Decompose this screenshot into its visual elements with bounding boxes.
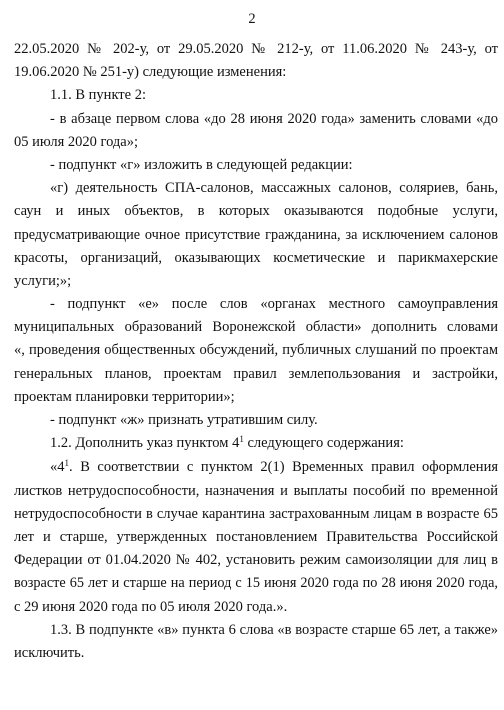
text-line: возрасте 65 лет и старше на период с 15 июня 2020 года по 28 июня 2020 года, <box>14 575 498 592</box>
text-line: 1.1. В пункте 2: <box>50 87 146 104</box>
text-line: - подпункт «е» после слов «органах местного самоуправления <box>50 296 498 313</box>
text-line: с 29 июня 2020 года по 05 июля 2020 года.». <box>14 598 288 615</box>
text-line: 05 июля 2020 года»; <box>14 133 139 150</box>
text-line: лет и старше, утвержденных постановлением Правительства Российской <box>14 528 498 545</box>
superscript: 1 <box>64 458 69 469</box>
text-fragment: «4 <box>50 459 65 476</box>
text-line: - в абзаце первом слова «до 28 июня 2020 года» заменить словами «до <box>50 110 498 127</box>
text-line: «, проведения общественных обсуждений, публичных слушаний по проектам <box>14 342 498 359</box>
text-line: услуги;»; <box>14 272 72 289</box>
text-fragment: следующего содержания: <box>243 435 404 452</box>
text-line: 22.05.2020 № 202-у, от 29.05.2020 № 212-у, от 11.06.2020 № 243-у, от <box>14 41 498 57</box>
document-body <box>14 38 498 665</box>
text-fragment: 1.2. Дополнить указ пунктом 4 <box>50 435 240 452</box>
text-line: генеральных планов, проектам правил землепользования и застройки, <box>14 365 498 382</box>
text-fragment: . В соответствии с пунктом 2(1) Временных правил оформления <box>69 459 498 476</box>
text-line: листков нетрудоспособности, назначения и выплаты пособий по временной <box>14 482 498 499</box>
text-line: исключить. <box>14 644 85 661</box>
text-line: «г) деятельность СПА-салонов, массажных салонов, соляриев, бань, <box>50 180 498 197</box>
text-line <box>14 456 498 479</box>
text-line: 1.3. В подпункте «в» пункта 6 слова «в возрасте старше 65 лет, а также» <box>50 621 498 638</box>
text-line: предусматривающие очное присутствие гражданина, за исключением салонов <box>14 226 498 243</box>
text-line: Федерации от 01.04.2020 № 402, установить режим самоизоляции для лиц в <box>14 552 498 569</box>
text-line: - подпункт «ж» признать утратившим силу. <box>50 412 318 428</box>
text-line: проектам планировки территории»; <box>14 388 235 405</box>
page-number: 2 <box>248 11 256 27</box>
superscript: 1 <box>239 434 244 445</box>
text-line: муниципальных образований Воронежской области» дополнить словами <box>14 319 498 336</box>
text-line: нетрудоспособности в случае карантина застрахованным лицам в возрасте 65 <box>14 505 498 522</box>
text-line: красоты, организаций, оказывающих косметические и парикмахерские <box>14 249 498 266</box>
text-line <box>14 432 498 455</box>
text-line: 19.06.2020 № 251-у) следующие изменения: <box>14 64 287 81</box>
text-line: саун и иных объектов, в которых оказываются подобные услуги, <box>14 203 498 220</box>
text-line: - подпункт «г» изложить в следующей редакции: <box>50 156 353 173</box>
